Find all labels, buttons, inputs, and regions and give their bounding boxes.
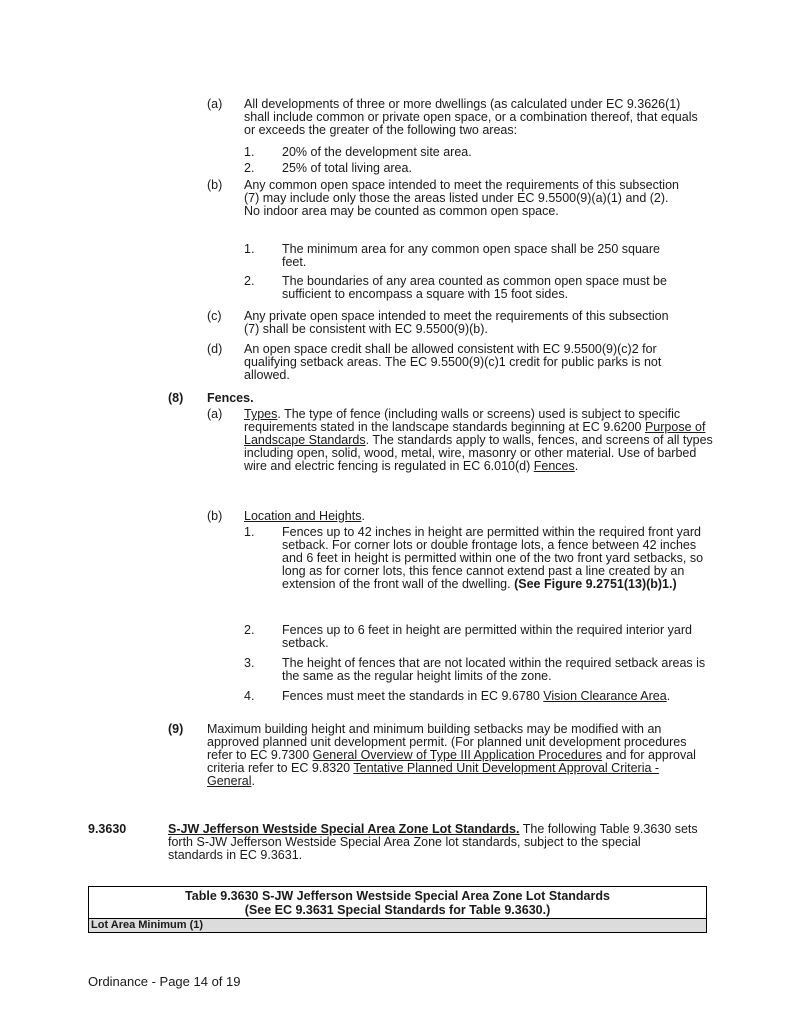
item-a2-text: 25% of total living area. [282,161,412,175]
fences-b1-text: Fences up to 42 inches in height are permitted within the required front yard setback. For corner lots or double frontage lots, a fence between 42 inches and 6 feet in height is permitted within one of the two front yard setbacks, so long as for corner lots, this fence cannot extend past a line created by an extension of the front wall of the dwelling. (See Figure 9.2751(13)(b)1.) [282,525,704,591]
item-a1-text: 20% of the development site area. [282,145,472,159]
types-heading: Types [244,407,278,421]
table-title [89,887,706,918]
item-a-text: All developments of three or more dwellings (as calculated under EC 9.3626(1) shall include common or private open space, or a combination thereof, that equals or exceeds the greater of the following two areas: [244,97,698,137]
fences-a-label: (a) [207,407,223,421]
table-row-lot-area: Lot Area Minimum (1) [89,918,706,932]
section-text: S-JW Jefferson Westside Special Area Zone Lot Standards. The following Table 9.3630 sets forth S-JW Jefferson Westside Special Area Zone lot standards, subject to the special standards in EC 9.3631. [168,822,698,862]
fences-b3-text: The height of fences that are not located within the required setback areas is the same as the regular height limits of the zone. [282,656,706,683]
section-number: 9.3630 [88,822,127,836]
item-c-text: Any private open space intended to meet the requirements of this subsection (7) shall be consistent with EC 9.5500(9)(b). [244,309,669,336]
vision-clearance-link[interactable]: Vision Clearance Area [543,689,667,703]
subsection-8-heading: Fences. [207,391,254,405]
subsection-8-label: (8) [168,391,184,405]
item-b-label: (b) [207,178,223,192]
subsection-9-text: Maximum building height and minimum building setbacks may be modified with an approved planned unit development permit. (For planned unit development procedures refer to EC 9.7300 General Overview of Type III Application Procedures and for approval criteria refer to EC 9.8320 Tentative Planned Unit Development Approval Criteria - General. [207,722,696,788]
location-heights-heading: Location and Heights. [244,509,365,523]
item-a1-num: 1. [244,145,255,159]
figure-reference: (See Figure 9.2751(13)(b)1.) [514,577,677,591]
fences-b4-text: Fences must meet the standards in EC 9.6780 Vision Clearance Area. [282,689,671,703]
page-footer: Ordinance - Page 14 of 19 [88,974,241,989]
lot-standards-table [88,886,707,933]
item-b1-num: 1. [244,242,255,256]
fences-b3-num: 3. [244,656,255,670]
fences-b2-text: Fences up to 6 feet in height are permitted within the required interior yard setback. [282,623,692,650]
item-d-text: An open space credit shall be allowed consistent with EC 9.5500(9)(c)2 for qualifying setback areas. The EC 9.5500(9)(c)1 credit for public parks is not allowed. [244,342,662,382]
fences-link[interactable]: Fences [533,459,575,473]
subsection-9-label: (9) [168,722,184,736]
item-b-text: Any common open space intended to meet the requirements of this subsection (7) may include only those the areas listed under EC 9.5500(9)(a)(1) and (2). No indoor area may be counted as common open space. [244,178,679,218]
fences-b-label: (b) [207,509,223,523]
type-iii-procedures-link[interactable]: General Overview of Type III Application Procedures [312,748,603,762]
table-title-line2: (See EC 9.3631 Special Standards for Table 9.3630.) [244,903,551,917]
table-title-line1: Table 9.3630 S-JW Jefferson Westside Special Area Zone Lot Standards [185,889,610,903]
fences-b2-num: 2. [244,623,255,637]
item-c-label: (c) [207,309,222,323]
item-a-label: (a) [207,97,223,111]
fences-b4-num: 4. [244,689,255,703]
section-heading: S-JW Jefferson Westside Special Area Zone Lot Standards. [168,822,520,836]
fences-b1-num: 1. [244,525,255,539]
item-d-label: (d) [207,342,223,356]
item-a2-num: 2. [244,161,255,175]
item-b2-num: 2. [244,274,255,288]
item-b2-text: The boundaries of any area counted as common open space must be sufficient to encompass a square with 15 foot sides. [282,274,667,301]
fences-a-text: Types. The type of fence (including walls or screens) used is subject to specific requirements stated in the landscape standards beginning at EC 9.6200 Purpose of Landscape Standards. The standards apply to walls, fences, and screens of all types including open, solid, wood, metal, wire, masonry or other material. Use of barbed wire and electric fencing is regulated in EC 6.010(d) Fences. [244,407,713,473]
pud-criteria-link[interactable]: Tentative Planned Unit Development Approval Criteria - General [207,761,660,788]
item-b1-text: The minimum area for any common open space shall be 250 square feet. [282,242,660,269]
landscape-standards-link[interactable]: Purpose of Landscape Standards [244,420,706,447]
